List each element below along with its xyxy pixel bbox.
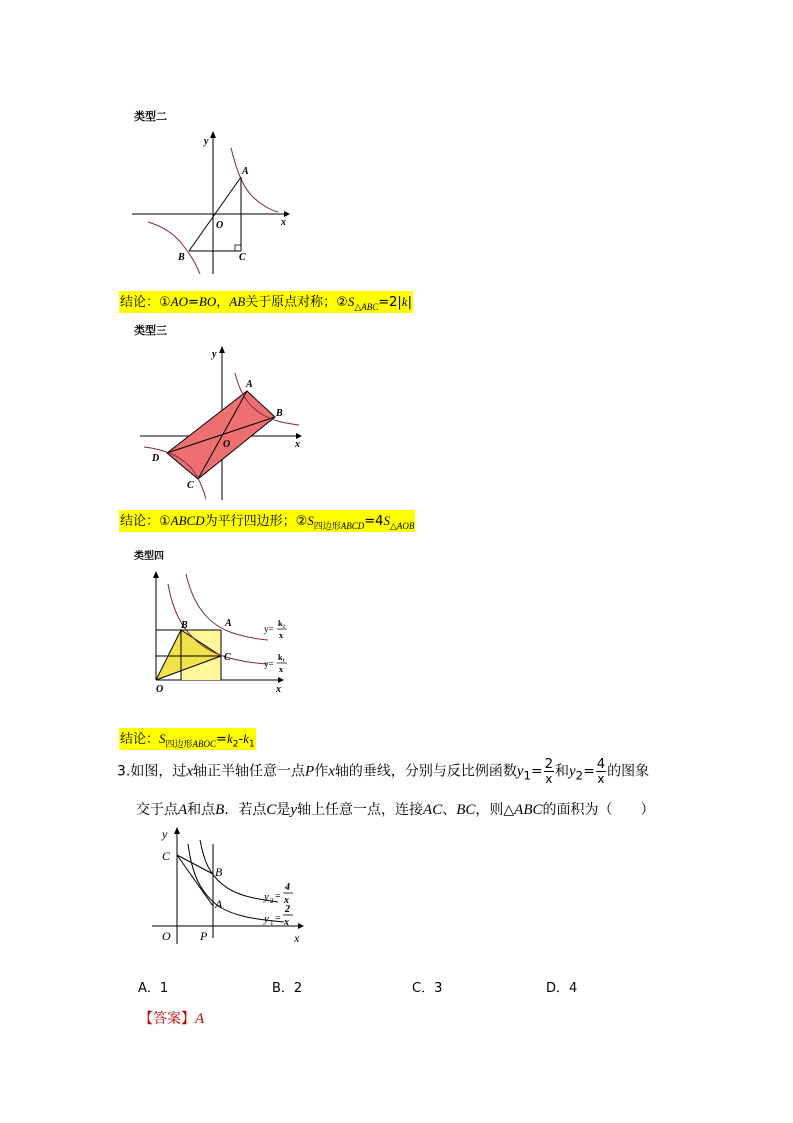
option-b[interactable]	[272, 977, 302, 996]
y2-equals: =	[275, 891, 281, 902]
q-text: 和	[554, 763, 569, 780]
point-b-label: B	[215, 865, 223, 879]
point-a-label: A	[225, 618, 232, 629]
y1-num: 2	[285, 904, 290, 915]
curve-k1-label-num: k₁	[278, 653, 285, 662]
x-axis-label: x	[295, 439, 300, 450]
type3-label: 类型三	[134, 324, 167, 337]
point-b-label: B	[178, 252, 185, 263]
point-a-label: A	[242, 166, 249, 177]
option-value: 3	[434, 981, 443, 996]
q-sub: 1	[523, 768, 531, 783]
q-text: 的面积为（ ）	[542, 802, 655, 818]
k2-subscript: 2	[232, 739, 239, 750]
option-letter: D．	[546, 981, 570, 996]
x-axis-label: x	[281, 217, 286, 228]
k2: k	[226, 731, 233, 746]
segment-ab-text: AB	[229, 294, 246, 309]
origin-label: O	[156, 684, 164, 695]
segment-ao: AO	[170, 294, 189, 309]
conclusion-prefix: 结论：	[120, 295, 160, 310]
q-text: 作	[314, 763, 329, 780]
area-s: S	[347, 294, 355, 309]
segment-cb	[177, 855, 213, 874]
origin-label: O	[162, 929, 171, 943]
answer-value: A	[195, 1011, 205, 1027]
hyperbola-branch-q1	[231, 148, 278, 212]
point-a-label: A	[215, 897, 223, 911]
area-subscript: △ABC	[354, 301, 379, 312]
q-var-p: P	[305, 763, 315, 780]
option-letter: C．	[412, 981, 435, 996]
type3-figure	[134, 343, 314, 503]
q-eq: =	[530, 763, 543, 780]
curve-k2-label-y: y=	[264, 624, 274, 634]
q-text: ，则△	[475, 802, 515, 818]
option-value: 1	[159, 981, 169, 996]
area-s2: S	[383, 513, 390, 528]
abcd-text: ABCD	[170, 513, 205, 528]
point-b-label: B	[181, 620, 188, 631]
q-text: 轴上任意一点，连接	[297, 802, 424, 818]
point-a-label: A	[246, 379, 253, 390]
parallelogram-text: 为平行四边形；②	[204, 514, 308, 529]
q-text: 和点	[187, 802, 216, 818]
x-axis-label: x	[294, 931, 300, 945]
frac-den: x	[545, 772, 553, 786]
curve-k2-label-den: x	[279, 631, 283, 640]
quad-subscript: 四边形	[165, 739, 193, 750]
origin-label: O	[216, 220, 224, 231]
x-axis-arrow	[298, 923, 304, 929]
type4-figure	[140, 566, 300, 701]
q-text: 轴正半轴任意一点	[193, 763, 306, 780]
q-var: A	[178, 802, 188, 818]
k1: k	[243, 731, 249, 746]
y-axis-arrow	[219, 346, 225, 353]
aob-subscript: △AOB	[389, 520, 415, 531]
q-text: 如图，过	[130, 763, 187, 780]
q-sub: 2	[575, 768, 584, 783]
fraction-4-over-x	[596, 758, 606, 785]
k-symbol: k	[401, 294, 408, 309]
option-letter: A．	[138, 981, 160, 996]
origin-label: O	[223, 439, 231, 450]
option-value: 4	[569, 981, 578, 996]
circled-one: ①	[159, 295, 171, 310]
type2-figure	[128, 128, 298, 278]
y1-equals: =	[275, 913, 281, 924]
point-c-label: C	[187, 480, 194, 491]
y1-den: x	[284, 917, 289, 928]
point-d-label: D	[152, 453, 160, 464]
frac-num: 4	[596, 757, 606, 772]
q-var: ABC	[514, 802, 543, 818]
q-var: BC	[456, 802, 476, 818]
x-axis-label: x	[276, 684, 281, 695]
comma: ，	[216, 295, 230, 310]
answer-tag: 【答案】	[139, 1011, 195, 1027]
hyperbola-branch-q3	[148, 222, 200, 274]
equals: =	[188, 295, 199, 310]
question-line-1	[117, 758, 649, 785]
q-var: B	[215, 802, 225, 818]
conclusion-prefix: 结论：	[120, 732, 160, 747]
question-figure	[148, 822, 318, 952]
q-var-x: x	[186, 763, 194, 780]
type4-label: 类型四	[134, 551, 164, 562]
curve-k1-label-den: x	[279, 665, 283, 674]
equals-four: =4	[364, 514, 384, 529]
frac-den: x	[597, 772, 605, 786]
type2-label: 类型二	[134, 110, 167, 123]
option-letter: B．	[272, 981, 294, 996]
y-axis-arrow	[210, 131, 216, 138]
frac-num: 2	[544, 757, 553, 772]
y2-subscript: 2	[270, 897, 274, 905]
y-axis-arrow	[153, 571, 159, 578]
q-var-x: x	[328, 763, 335, 780]
q-var: AC	[423, 802, 443, 818]
q-var-y2: y	[568, 763, 576, 780]
area-s: S	[159, 731, 166, 746]
y2-den: x	[284, 895, 289, 906]
point-p-label: P	[200, 929, 208, 943]
type3-conclusion	[119, 510, 415, 532]
q-text: 交于点	[136, 802, 178, 818]
q-text: 的图象	[607, 763, 650, 780]
q-eq: =	[583, 763, 595, 780]
answer	[139, 1008, 204, 1028]
q-text: 轴的垂线，分别与反比例函数	[334, 763, 517, 780]
y-axis-label: y	[212, 349, 217, 360]
area-s: S	[307, 513, 314, 528]
y2-num: 4	[285, 882, 290, 893]
option-value: 2	[293, 981, 303, 996]
equals: =	[216, 732, 227, 747]
y-axis-label: y	[204, 136, 209, 147]
quad-subscript: 四边形	[313, 521, 341, 532]
point-c-label: C	[224, 652, 231, 663]
y1-label: y	[264, 913, 269, 925]
q-text: ．若点	[224, 802, 267, 818]
curve-y1	[188, 844, 284, 922]
point-c-label: C	[239, 252, 246, 263]
y-axis-arrow	[174, 827, 180, 834]
segment-ca	[177, 855, 213, 906]
y1-subscript: 1	[270, 919, 274, 927]
question-line-2	[136, 799, 655, 819]
question-number: 3.	[117, 763, 131, 780]
curve-k2-label-num: k₂	[278, 619, 285, 628]
abcd-subscript: ABCD	[340, 520, 365, 531]
area-equals: =2|	[378, 295, 402, 310]
y2-label: y	[264, 891, 269, 903]
option-c[interactable]	[412, 977, 442, 996]
point-b-label: B	[276, 408, 283, 419]
q-text: 、	[442, 802, 457, 818]
minus: -	[238, 732, 244, 747]
q-var: C	[266, 802, 277, 818]
abs-bar: |	[407, 295, 412, 310]
segment-bo: BO	[198, 294, 217, 309]
q-text: 是	[276, 802, 291, 818]
q-var-y1: y	[516, 763, 524, 780]
conclusion-prefix: 结论：①	[120, 514, 171, 529]
option-a[interactable]	[138, 977, 168, 996]
symmetry-text: 关于原点对称；②	[245, 295, 348, 310]
fraction-2-over-x	[544, 758, 554, 785]
point-c-label: C	[162, 849, 171, 863]
x-axis-arrow	[278, 677, 284, 683]
type4-conclusion	[119, 728, 256, 750]
q-var: y	[290, 802, 298, 818]
option-d[interactable]	[546, 977, 577, 996]
type2-conclusion	[119, 291, 413, 313]
y-axis-label: y	[162, 827, 168, 841]
curve-k1-label-y: y=	[264, 659, 274, 669]
k1-subscript: 1	[248, 739, 255, 750]
right-angle-mark	[235, 245, 241, 251]
aboc-subscript: ABOC	[192, 738, 217, 749]
